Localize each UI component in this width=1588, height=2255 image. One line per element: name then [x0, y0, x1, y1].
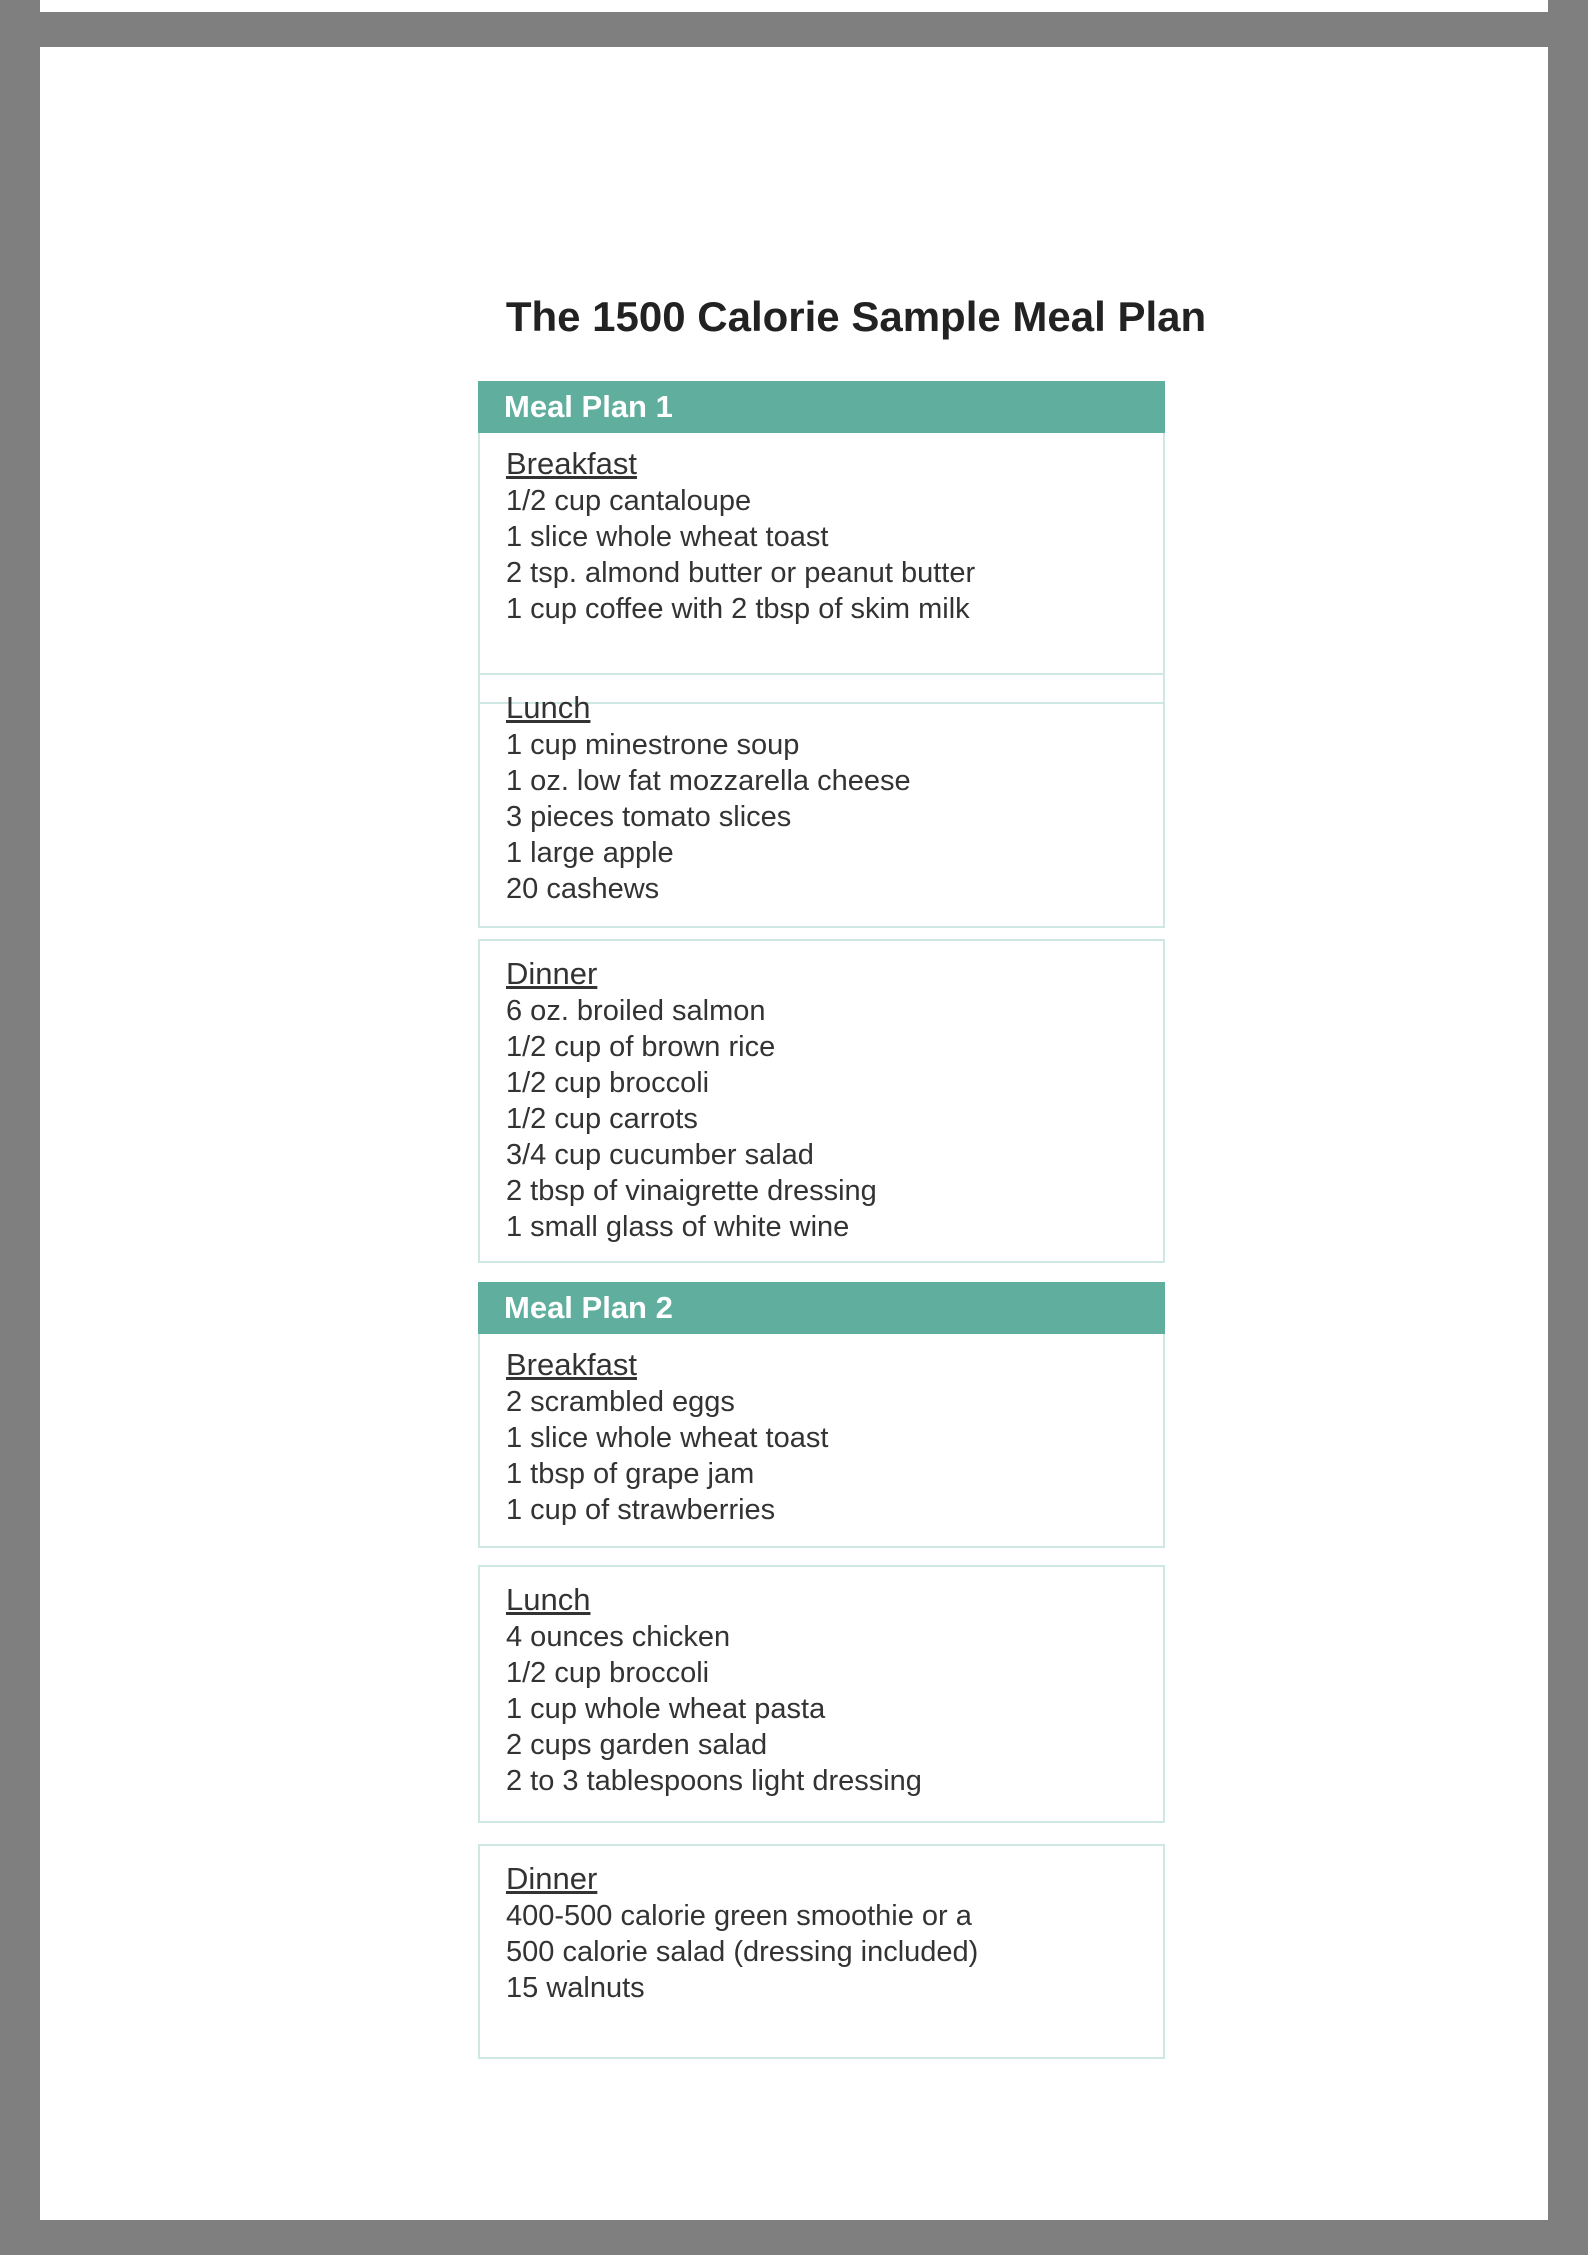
- meal-item: 1 small glass of white wine: [506, 1211, 850, 1243]
- meal-item: 1 cup minestrone soup: [506, 729, 800, 761]
- meal-item: 1 oz. low fat mozzarella cheese: [506, 765, 911, 797]
- meal-title-dinner: Dinner: [506, 1861, 598, 1896]
- meal-item: 20 cashews: [506, 873, 660, 905]
- plan-2-breakfast-section: [478, 1334, 1165, 1548]
- meal-item: 1 cup whole wheat pasta: [506, 1693, 826, 1725]
- document-page: [40, 47, 1548, 2220]
- meal-title-lunch: Lunch: [506, 690, 591, 725]
- page-title: The 1500 Calorie Sample Meal Plan: [505, 293, 1207, 340]
- previous-page-edge: [40, 0, 1548, 12]
- meal-item: 500 calorie salad (dressing included): [506, 1936, 979, 1968]
- meal-item: 15 walnuts: [506, 1972, 645, 2004]
- meal-plan-1-header: Meal Plan 1: [478, 381, 1165, 433]
- meal-item: 1/2 cup cantaloupe: [506, 485, 752, 517]
- meal-title-breakfast: Breakfast: [506, 1347, 637, 1382]
- plan-2-lunch-section: [478, 1565, 1165, 1823]
- meal-item: 2 to 3 tablespoons light dressing: [506, 1765, 922, 1797]
- plan-1-lunch-section: [478, 673, 1165, 928]
- meal-item: 1/2 cup broccoli: [506, 1067, 710, 1099]
- meal-title-lunch: Lunch: [506, 1582, 591, 1617]
- meal-item: 1 slice whole wheat toast: [506, 1422, 829, 1454]
- plan-1-dinner-section: [478, 939, 1165, 1263]
- meal-item: 1/2 cup carrots: [506, 1103, 698, 1135]
- meal-title-dinner: Dinner: [506, 956, 598, 991]
- meal-item: 2 tbsp of vinaigrette dressing: [506, 1175, 877, 1207]
- meal-title-breakfast: Breakfast: [506, 446, 637, 481]
- meal-item: 1/2 cup broccoli: [506, 1657, 710, 1689]
- meal-item: 2 scrambled eggs: [506, 1386, 735, 1418]
- meal-item: 1 slice whole wheat toast: [506, 521, 829, 553]
- plan-1-breakfast-section: [478, 433, 1165, 704]
- meal-item: 3/4 cup cucumber salad: [506, 1139, 814, 1171]
- meal-item: 6 oz. broiled salmon: [506, 995, 766, 1027]
- meal-item: 2 cups garden salad: [506, 1729, 768, 1761]
- meal-item: 1 cup of strawberries: [506, 1494, 776, 1526]
- meal-item: 3 pieces tomato slices: [506, 801, 792, 833]
- meal-item: 4 ounces chicken: [506, 1621, 731, 1653]
- meal-plan-2-header: Meal Plan 2: [478, 1282, 1165, 1334]
- meal-item: 1 cup coffee with 2 tbsp of skim milk: [506, 593, 970, 625]
- meal-item: 1/2 cup of brown rice: [506, 1031, 776, 1063]
- meal-item: 1 large apple: [506, 837, 674, 869]
- plan-2-dinner-section: [478, 1844, 1165, 2059]
- meal-item: 400-500 calorie green smoothie or a: [506, 1900, 972, 1932]
- meal-item: 1 tbsp of grape jam: [506, 1458, 755, 1490]
- meal-item: 2 tsp. almond butter or peanut butter: [506, 557, 976, 589]
